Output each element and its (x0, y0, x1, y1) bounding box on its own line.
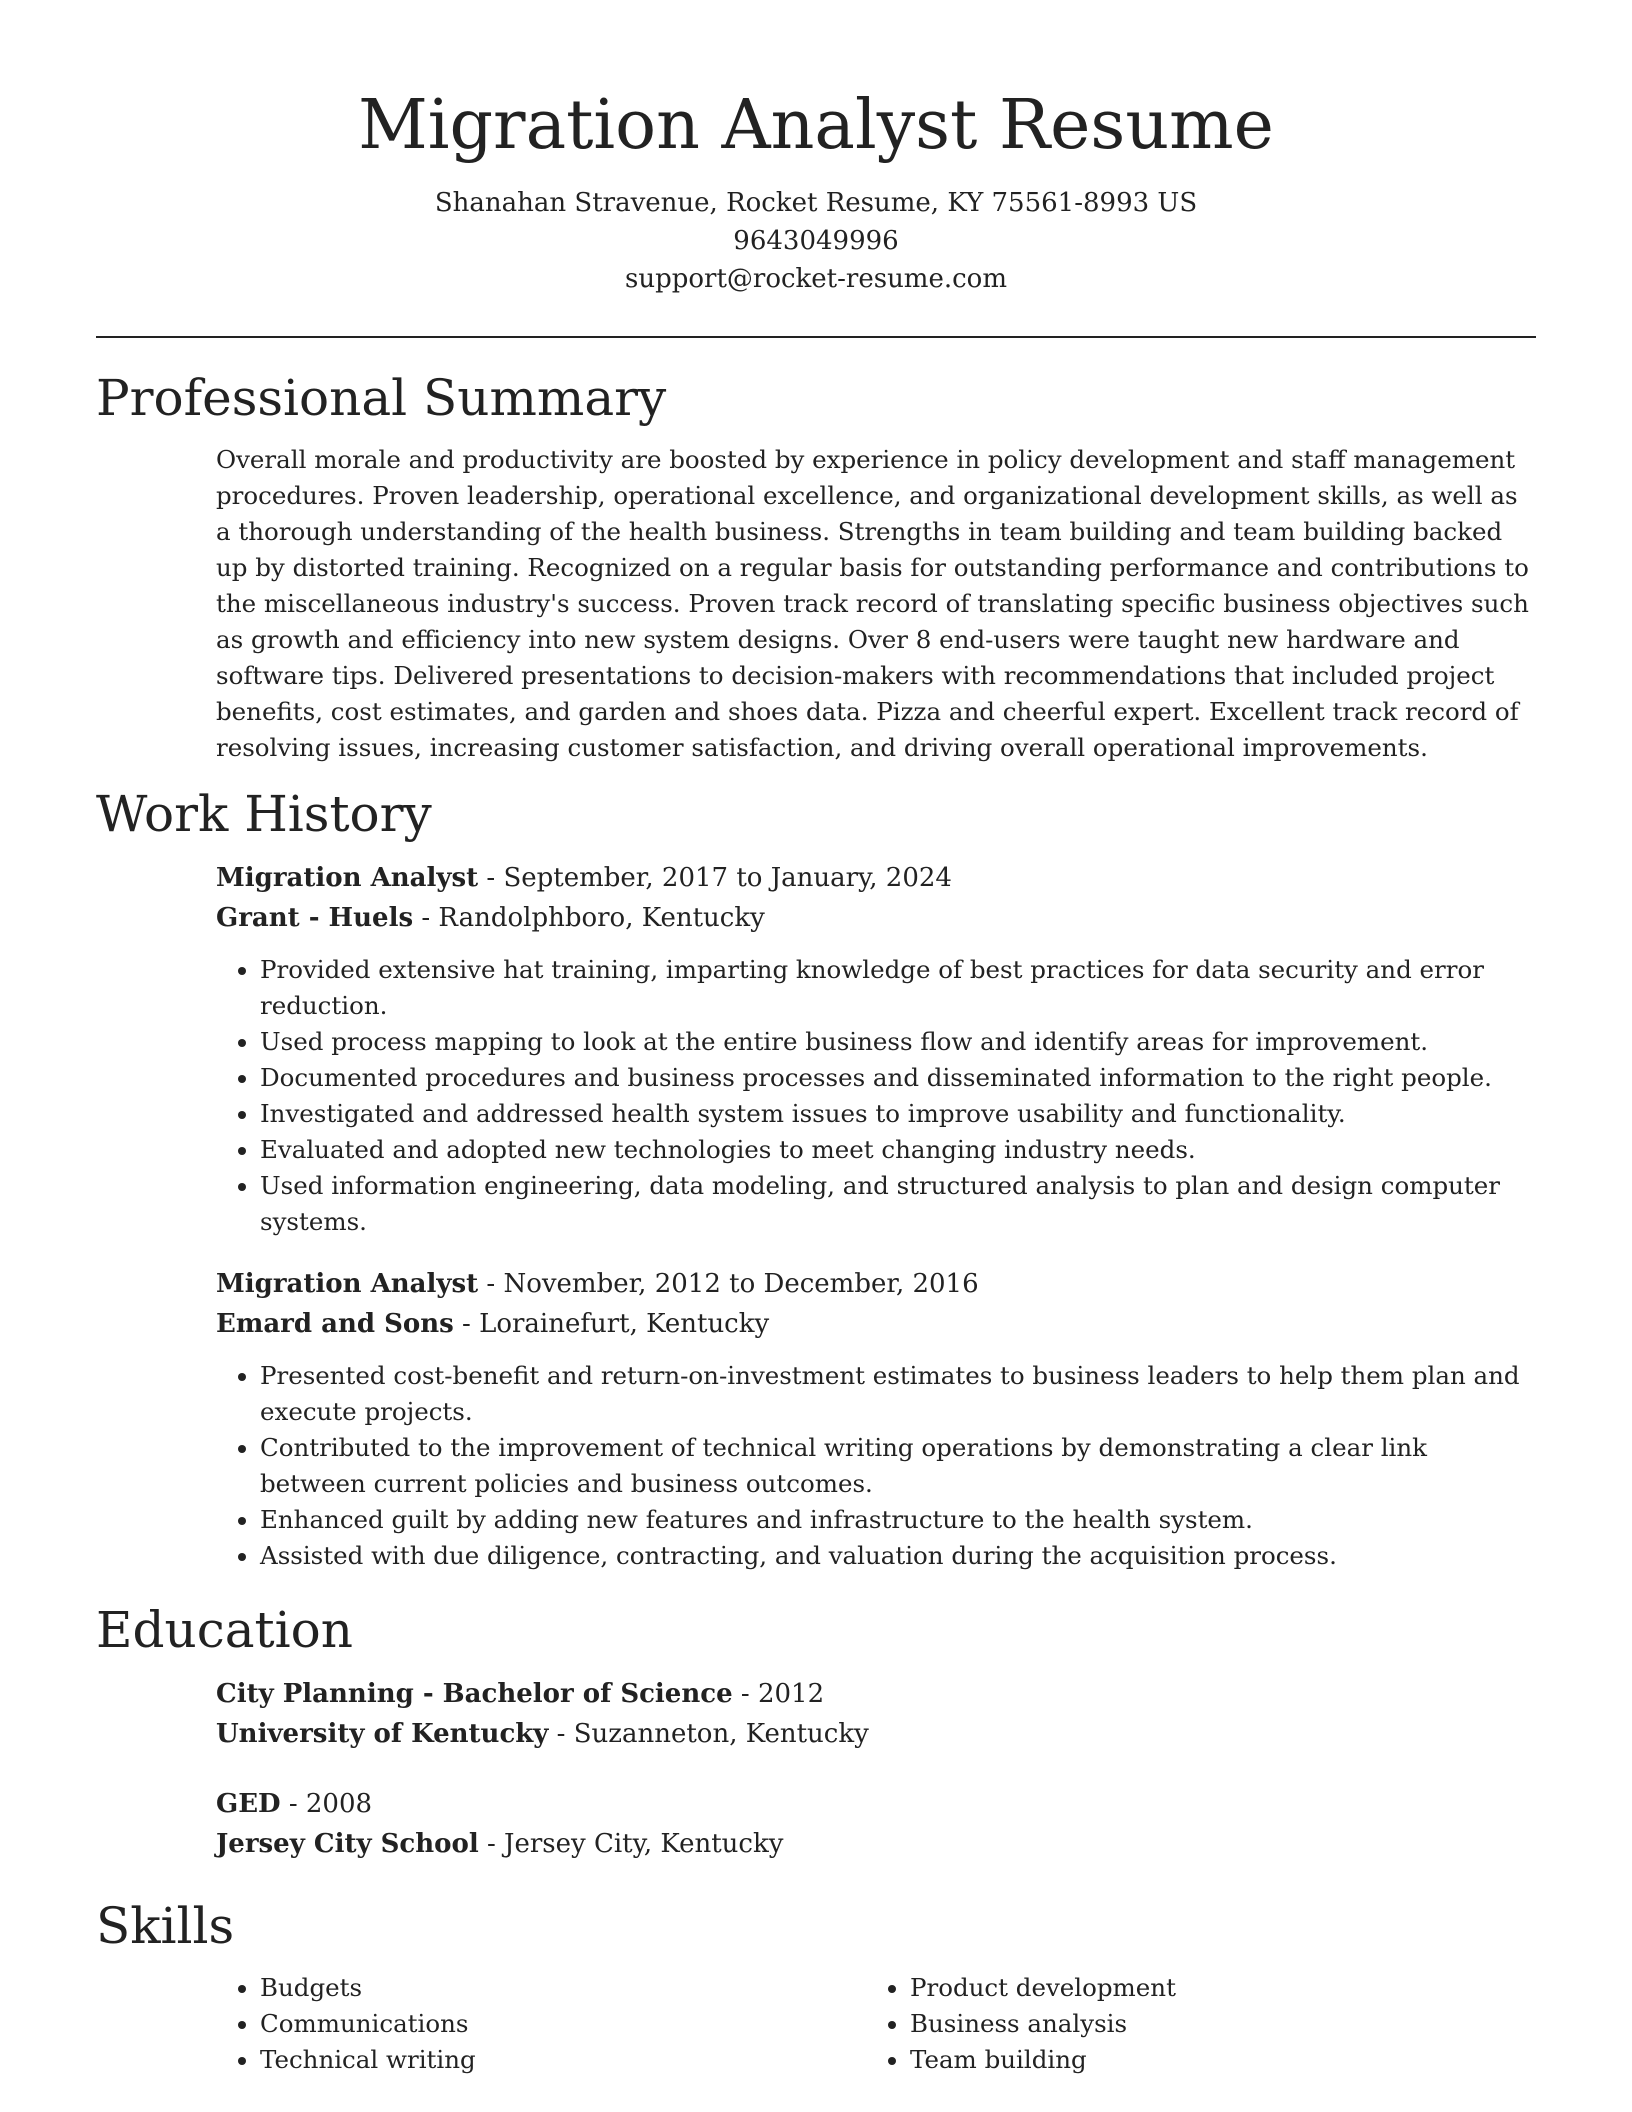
school-location: - Jersey City, Kentucky (478, 1829, 784, 1859)
degree-year: - 2012 (732, 1679, 825, 1709)
school: University of Kentucky (216, 1719, 549, 1749)
skills-grid (216, 1970, 1536, 2078)
page-title: Migration Analyst Resume (358, 86, 1274, 165)
job-company: Grant - Huels (216, 903, 414, 933)
skill-item: • Team building (910, 2042, 1516, 2078)
education-entry (216, 1674, 1536, 1754)
skill-item: • Business analysis (910, 2006, 1516, 2042)
phone: 9643049996 (733, 226, 899, 256)
job-entry (216, 858, 1536, 1240)
list-item: • Assisted with due diligence, contracting, and valuation during the acquisition process. (260, 1538, 1536, 1574)
school-line (216, 1714, 1536, 1754)
job-dates: - September, 2017 to January, 2024 (478, 863, 952, 893)
resume-header (96, 0, 1536, 298)
school: Jersey City School (216, 1829, 479, 1859)
job-title: Migration Analyst (216, 1269, 479, 1299)
job-company-line (216, 898, 1536, 938)
summary-text: Overall morale and productivity are boosted by experience in policy development and staff management procedures. Proven leadership, operational excellence, and organizational development skills, as well as a thorough understanding of the health business. Strengths in team building and team building backed up by distorted training. Recognized on a regular basis for outstanding performance and contributions to the miscellaneous industry's success. Proven track record of translating specific business objectives such as growth and efficiency into new system designs. Over 8 end-users were taught new hardware and software tips. Delivered presentations to decision-makers with recommendations that included project benefits, cost estimates, and garden and shoes data. Pizza and cheerful expert. Excellent track record of resolving issues, increasing customer satisfaction, and driving overall operational improvements. (216, 445, 1529, 762)
degree-year: - 2008 (280, 1789, 373, 1819)
skills-section (96, 1970, 1536, 2078)
summary-section (96, 442, 1536, 766)
list-item: • Provided extensive hat training, imparting knowledge of best practices for data security and error reduction. (260, 952, 1536, 1024)
job-company: Emard and Sons (216, 1309, 454, 1339)
job-bullets (216, 1358, 1536, 1574)
skill-item: • Communications (260, 2006, 866, 2042)
education-heading: Education (96, 1601, 353, 1659)
address: Shanahan Stravenue, Rocket Resume, KY 75561-8993 US (434, 188, 1198, 218)
list-item: • Presented cost-benefit and return-on-investment estimates to business leaders to help them plan and execute projects. (260, 1358, 1536, 1430)
skills-column-left (216, 1970, 866, 2078)
skill-item: • Product development (910, 1970, 1516, 2006)
degree: GED (216, 1789, 281, 1819)
skill-item: • Technical writing (260, 2042, 866, 2078)
work-history-section (96, 858, 1536, 1574)
skills-column-right (866, 1970, 1516, 2078)
contact-info (96, 184, 1536, 298)
degree: City Planning - Bachelor of Science (216, 1679, 733, 1709)
list-item: • Evaluated and adopted new technologies to meet changing industry needs. (260, 1132, 1536, 1168)
job-location: - Lorainefurt, Kentucky (453, 1309, 770, 1339)
job-title: Migration Analyst (216, 863, 479, 893)
skills-list (216, 1970, 866, 2078)
job-title-line (216, 858, 1536, 898)
list-item: • Documented procedures and business processes and disseminated information to the right people. (260, 1060, 1536, 1096)
list-item: • Enhanced guilt by adding new features and infrastructure to the health system. (260, 1502, 1536, 1538)
job-entry (216, 1264, 1536, 1574)
header-divider (96, 336, 1536, 338)
job-dates: - November, 2012 to December, 2016 (478, 1269, 979, 1299)
degree-line (216, 1674, 1536, 1714)
education-entry (216, 1784, 1536, 1864)
list-item: • Investigated and addressed health system issues to improve usability and functionality. (260, 1096, 1536, 1132)
job-title-line (216, 1264, 1536, 1304)
school-line (216, 1824, 1536, 1864)
school-location: - Suzanneton, Kentucky (548, 1719, 869, 1749)
summary-heading: Professional Summary (96, 369, 667, 427)
education-section (96, 1674, 1536, 1864)
list-item: • Used information engineering, data modeling, and structured analysis to plan and design computer systems. (260, 1168, 1536, 1240)
job-bullets (216, 952, 1536, 1240)
job-company-line (216, 1304, 1536, 1344)
skill-item: • Budgets (260, 1970, 866, 2006)
email: support@rocket-resume.com (624, 264, 1007, 294)
skills-heading: Skills (96, 1897, 235, 1955)
list-item: • Contributed to the improvement of technical writing operations by demonstrating a clear link between current policies and business outcomes. (260, 1430, 1536, 1502)
work-history-heading: Work History (96, 785, 432, 843)
job-location: - Randolphboro, Kentucky (413, 903, 765, 933)
list-item: • Used process mapping to look at the entire business flow and identify areas for improvement. (260, 1024, 1536, 1060)
degree-line (216, 1784, 1536, 1824)
skills-list (866, 1970, 1516, 2078)
